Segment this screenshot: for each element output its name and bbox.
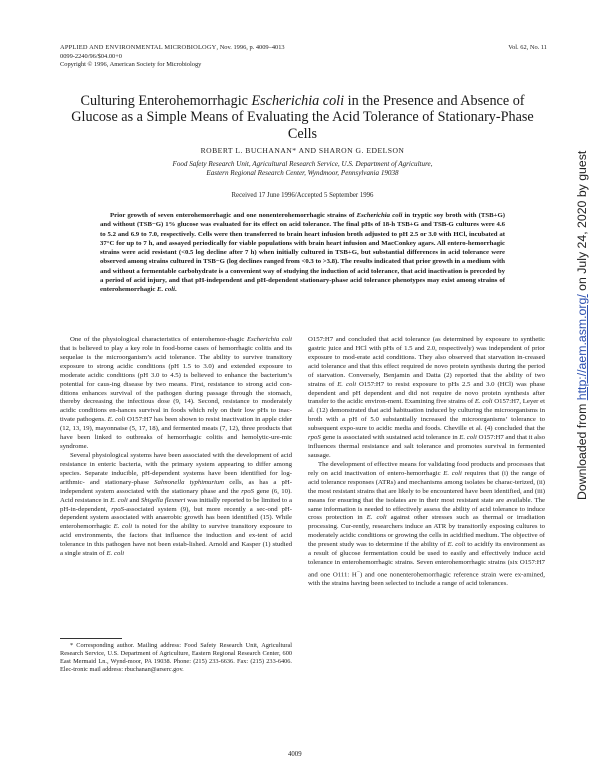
text-run: against other stresses such as thermal or irradiation processing. Cur-rently, researchers induce an ATR by transitorily exposing cultures to moderately acidic conditions or growing the cells in acidified medium. The objective of the present study was to determine if the ability of	[308, 514, 545, 549]
body-column-right	[308, 336, 545, 589]
text-run: was initially reported to be limited to a pH-in-dependent,	[60, 496, 292, 513]
download-watermark	[574, 150, 590, 500]
abstract-organism-2: E. coli	[157, 286, 176, 294]
italic-term: rpoS	[308, 434, 321, 442]
abstract-text-3: .	[175, 286, 177, 294]
text-run: is noted for the ability to survive transitory exposure to acid environments, the factors that influence the induction and ex-tent of acid tolerance in this pathogen have not been estab-lished. Arnold and Kasper (1) studied a single strain of	[60, 523, 292, 558]
page-number: 4009	[288, 751, 302, 758]
italic-term: Escherichia coli	[247, 336, 292, 343]
text-run: gene is associated with sustained acid tolerance in	[320, 434, 460, 442]
issue-info: , Nov. 1996, p. 4009–4013	[216, 44, 285, 51]
intro-paragraph-2	[60, 452, 292, 559]
italic-term: E. coli	[110, 496, 128, 504]
italic-term: rpoS	[241, 487, 255, 495]
watermark-suffix: on July 24, 2020 by guest	[575, 150, 589, 295]
text-run: O157:H7 has been shown to resist inactivation in apple cider (12, 13, 19), mayonnaise (5, 17, 18), and fermented meats (7, 12), three products that have been linked to outbreaks of hemorrhagic colitis and hemolytic-ure-mic syndrome.	[60, 416, 292, 451]
text-run: to acidify its environment as a result of glucose fermentation could be used to easily and effectively induce acid tolerance in enterohemorrhagic strains. Seven enterohemorrhagic strains (six O157:H7 and one O111: H	[308, 541, 546, 579]
text-run: requires that (i) the range of acid tolerance responses (ATRs) and mechanisms among isolates be charac-terized, (ii) the most resistant strains that are likely to be encountered have been identified, and (iii) means for ensuring that the isolates are in their most resistant state are available. The same information is needed to effectively assess the ability of acid tolerance to induce cross protection in	[308, 469, 545, 522]
running-header	[60, 44, 285, 70]
intro-paragraph-4	[308, 461, 545, 589]
text-run: that is believed to play a key role in food-borne cases of hemorrhagic colitis and its sequelae is the microorganism’s acid tolerance. The ability to survive transitory exposure to strong acidic conditions (pH 1.5 to 3.0) and extended exposure to moderate acidic conditions (pH 3.0 to 4.5) is believed to enhance the bacterium’s potential for caus-ing disease by two means. First, resistance to strong acid con-ditions enhances survival of the pathogen during passage through the stomach, thereby decreasing the infectious dose (9, 14). Second, resistance to moderately acidic conditions en-hances survival in foods which rely on their low pHs to inac-tivate pathogens.	[60, 344, 292, 424]
affiliation	[60, 160, 545, 178]
text-run: ) and one nonenterohemorrhagic reference strain were ex-amined, with the strains having been selected to include a range of acid tolerances.	[308, 571, 545, 588]
italic-term: Salmonella typhimurium	[154, 478, 225, 486]
affiliation-line-2: Eastern Regional Research Center, Wyndmoor, Pennsylvania 19038	[206, 169, 399, 178]
italic-term: E. coli	[447, 541, 466, 549]
text-run: -associated system (9), but more recently a sec-ond pH-dependent system associated with anaerobic growth has been identified (15). While enterohemorrhagic	[60, 505, 293, 531]
italic-term: E. coli	[337, 380, 357, 388]
text-run: Several physiological systems have been associated with the development of acid resistance in enteric bacteria, with the primary system appearing to differ among species. Separate inducible, pH-dependent systems have been identified for log-arithmic- and stationary-phase	[60, 451, 292, 486]
journal-name: APPLIED AND ENVIRONMENTAL MICROBIOLOGY	[60, 44, 217, 51]
title-part-1: Culturing Enterohemorrhagic	[80, 93, 252, 109]
text-run: and	[127, 496, 141, 504]
italic-term: E. coli	[443, 469, 462, 477]
text-run: cells, as has a pH-independent system associated with the stationary phase and the	[60, 478, 293, 495]
italic-term: E. coli	[113, 523, 133, 531]
issn: 0099-2240/96/$04.00+0	[60, 52, 123, 60]
affiliation-line-1: Food Safety Research Unit, Agricultural Research Service, U.S. Department of Agriculture,	[172, 160, 433, 168]
text-run: O157:H7 and concluded that acid tolerance (as determined by exposure to synthetic gastric juice and HCl with pHs of 1.5 and 2.0, respectively) was independent of prior exposure to mod-erate acid conditions. They also observed that starvation in-creased acid tolerance and that this effect required de novo protein synthesis during the period of starvation. Conversely, Benjamin and Datta (2) reported that the ability of two strains of	[308, 336, 545, 388]
corresponding-author-footnote: * Corresponding author. Mailing address: Food Safety Research Unit, Agricultural Research Service, U.S. Department of Agriculture, Eastern Regional Research Center, 600 East Mermaid Ln., Wynd-moor, PA 19038. Phone: (215) 233-6636. Fax: (215) 233-6406. Elec-tronic mail address: rbuchanan@arserc.gov.	[60, 642, 292, 674]
abstract-text-2: in tryptic soy broth with (TSB+G) and without (TSB−G) 1% glucose was evaluated for its effect on acid tolerance. The final pHs of 18-h TSB+G and TSB-G cultures were 4.6 to 5.2 and 6.9 to 7.0, respectively. Cells were then transferred to brain heart infusion broth adjusted to pH 2.5 or 3.0 with HCl, incubated at 37°C for up to 7 h, and assayed periodically for viable populations with brain heart infusion and MacConkey agars. All entero-hemorrhagic strains were acid resistant (<0.5 log decline after 7 h) when initially cultured in TSB+G, but substantial differences in acid tolerance were observed among strains cultured in TSB−G (log declines ranged from <0.3 to >3.8). The results indicated that prior growth in a medium with and without a fermentable carbohydrate is a convenient way of studying the induction of acid tolerance, that acid inactivation is preceded by a period of acid injury, and that pH-independent and pH-dependent stationary-phase acid tolerance phenotypes may exist among strains of enterohemorrhagic	[100, 212, 506, 294]
italic-term: E. coli	[107, 416, 126, 424]
body-column-left	[60, 336, 292, 559]
title-part-2: in the Presence and Absence of Glucose as a Simple Means of Evaluating the Acid Tolerance of Stationary-Phase Cells	[71, 93, 534, 142]
abstract-text-1: Prior growth of seven enterohemorrhagic and one nonenterohemorrhagic strains of	[110, 212, 357, 219]
article-title	[60, 93, 545, 142]
italic-term: rpoS	[111, 505, 125, 513]
text-run: One of the physiological characteristics of enterohemor-rhagic	[70, 336, 248, 343]
received-dates: Received 17 June 1996/Accepted 5 September 1996	[231, 192, 374, 199]
intro-paragraph-1	[60, 336, 292, 452]
italic-term: Shigella flexneri	[140, 496, 186, 504]
watermark-link[interactable]: http://aem.asm.org/	[575, 294, 589, 401]
italic-term: E. coli	[474, 398, 493, 406]
title-organism: Escherichia coli	[251, 93, 345, 109]
journal-citation	[60, 44, 285, 53]
superscript: −	[356, 568, 360, 575]
authors: ROBERT L. BUCHANAN* AND SHARON G. EDELSON	[200, 146, 405, 155]
abstract	[100, 211, 505, 295]
text-run: O157:H7 to resist exposure to pHs 2.5 and 3.0 (HCl) was phase dependent and pH dependent and did not require de novo protein synthesis after transfer to the acidic environ-ment. Examining five strains of	[308, 380, 546, 406]
volume-info: Vol. 62, No. 11	[508, 44, 547, 51]
text-run: O157:H7, Leyer et al. (12) demonstrated that acid habituation induced by culturing the microorganisms in broth with a pH of 5.0 substantially increased the microorganisms’ tolerance to subsequent expo-sure to acidic media and foods. Cheville et al. (4) concluded that the	[308, 398, 545, 433]
italic-term: E. coli	[459, 434, 477, 442]
text-run: gene (6, 10). Acid resistance in	[60, 487, 292, 504]
italic-term: E. coli	[366, 514, 387, 522]
abstract-organism: Escherichia coli	[356, 212, 403, 219]
intro-paragraph-3	[308, 336, 545, 461]
text-run: O157:H7 and that it also influences thermal resistance and salt tolerance and promotes survival in fermented sausage.	[308, 434, 545, 459]
text-run: The development of effective means for validating food products and processes that rely on acid inactivation of entero-hemorrhagic	[308, 460, 545, 477]
italic-term: E. coli	[106, 550, 125, 558]
copyright: Copyright © 1996, American Society for Microbiology	[60, 61, 202, 69]
watermark-prefix: Downloaded from	[575, 400, 589, 500]
footnote-rule	[60, 638, 122, 639]
